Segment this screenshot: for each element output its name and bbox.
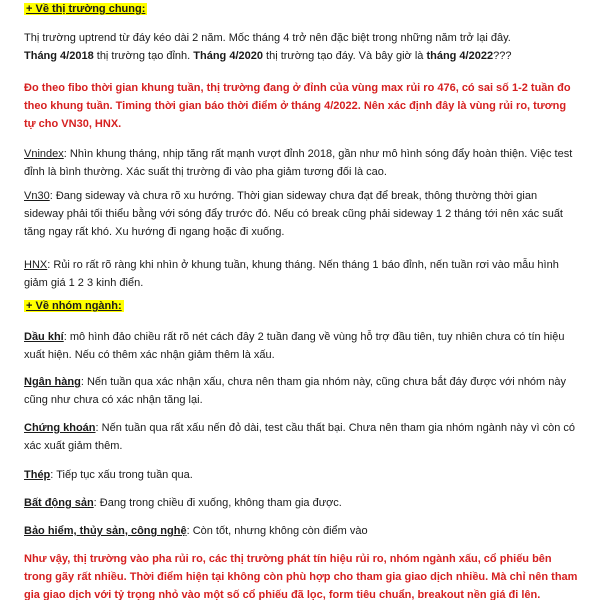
sector-steel [24,466,579,484]
section-heading-sectors [24,297,579,315]
section-heading-sectors-text: + Về nhóm ngành: [26,300,122,312]
sector-insurance-fishery-tech [24,522,579,540]
sector-securities [24,419,579,455]
intro-date-2018: Tháng 4/2018 [24,50,94,62]
section-heading-market [24,0,579,18]
intro-date-2022: tháng 4/2022 [426,50,494,62]
index-vnindex [24,145,579,181]
sector-label-banking: Ngân hàng [24,376,81,388]
index-label-hnx: HNX [24,259,48,271]
sector-text-steel: : Tiếp tục xấu trong tuần qua. [50,469,193,481]
conclusion-paragraph: Như vậy, thị trường vào pha rủi ro, các thị trường phát tín hiệu rủi ro, nhóm ngành xấu, cổ phiếu bên trong gãy rất nhiều. Thời điểm hiện tại không còn phù hợp cho tham gia giao dịch nhiều. Mà chỉ nên tham gia giao dịch với tỷ trọng nhỏ vào một số cổ phiếu đã lọc, form tiêu chuẩn, breakout nền giá đi lên. [24,553,578,600]
sector-label-securities: Chứng khoán [24,422,96,434]
intro-paragraph [24,29,579,65]
index-text-hnx: : Rủi ro rất rõ ràng khi nhìn ở khung tuần, khung tháng. Nến tháng 1 báo đỉnh, nến tuần rơi vào mẫu hình giảm giá 1 2 3 kinh điển. [24,259,559,289]
sector-label-real-estate: Bất động sản [24,497,94,509]
sector-banking [24,373,579,409]
sector-text-banking: : Nến tuần qua xác nhận xấu, chưa nên tham gia nhóm này, cũng chưa bắt đáy được với nhóm này cũng như chưa có xác nhận tăng lại. [24,376,567,406]
index-label-vnindex: Vnindex [24,148,64,160]
index-text-vn30: : Đang sideway và chưa rõ xu hướng. Thời gian sideway chưa đạt để break, thông thường thời gian sideway phải tối thiểu bằng với sóng đẩy trước đó. Nếu có break cũng phải sideway 1 2 tháng tới nên xác suất tăng ngay rất khó. Xu hướng đi ngang hoặc đi xuống. [24,190,563,238]
sector-text-oil-gas: : mô hình đảo chiều rất rõ nét cách đây 2 tuần đang về vùng hỗ trợ đầu tiên, tuy nhiên chưa có tín hiệu xuất hiện. Nếu có thêm xác nhận giảm thêm là xấu. [24,331,565,361]
sector-label-insurance-fishery-tech: Bảo hiểm, thủy sản, công nghệ [24,525,187,537]
sector-text-real-estate: : Đang trong chiều đi xuống, không tham gia được. [93,497,342,509]
intro-text-4: ??? [493,50,512,62]
section-heading-market-text: + Về thị trường chung: [26,3,146,15]
intro-date-2020: Tháng 4/2020 [193,50,263,62]
sector-oil-gas [24,328,579,364]
intro-text-2: thị trường tạo đỉnh. [93,50,194,62]
sector-text-securities: : Nến tuần qua rất xấu nến đỏ dài, test cầu thất bại. Chưa nên tham gia nhóm ngành này vì còn có xác xuất giảm thêm. [24,422,575,452]
sector-text-insurance-fishery-tech: : Còn tốt, nhưng không còn điểm vào [186,525,368,537]
intro-text: Thị trường uptrend từ đáy kéo dài 2 năm. Mốc tháng 4 trở nên đặc biệt trong những năm trở lại đây. [24,32,511,44]
index-vn30 [24,187,579,241]
index-text-vnindex: : Nhìn khung tháng, nhịp tăng rất mạnh vượt đỉnh 2018, gần như mô hình sóng đẩy hoàn thiện. Việc test đỉnh là bình thường. Xác suất thị trường đi vào pha giảm tương đối là cao. [24,148,573,178]
sector-label-oil-gas: Dầu khí [24,331,64,343]
index-label-vn30: Vn30 [24,190,50,202]
fibo-note: Đo theo fibo thời gian khung tuần, thị trường đang ở đỉnh của vùng max rủi ro 476, có sai số 1-2 tuần đo theo khung tuần. Timing thời gian báo thời điểm ở tháng 4/2022. Nên xác định đây là vùng rủi ro, tương tự cho VN30, HNX. [24,82,571,130]
sector-real-estate [24,494,579,512]
index-hnx [24,256,579,292]
intro-text-3: thị trường tạo đáy. Và bây giờ là [262,50,427,62]
sector-label-steel: Thép [24,469,51,481]
